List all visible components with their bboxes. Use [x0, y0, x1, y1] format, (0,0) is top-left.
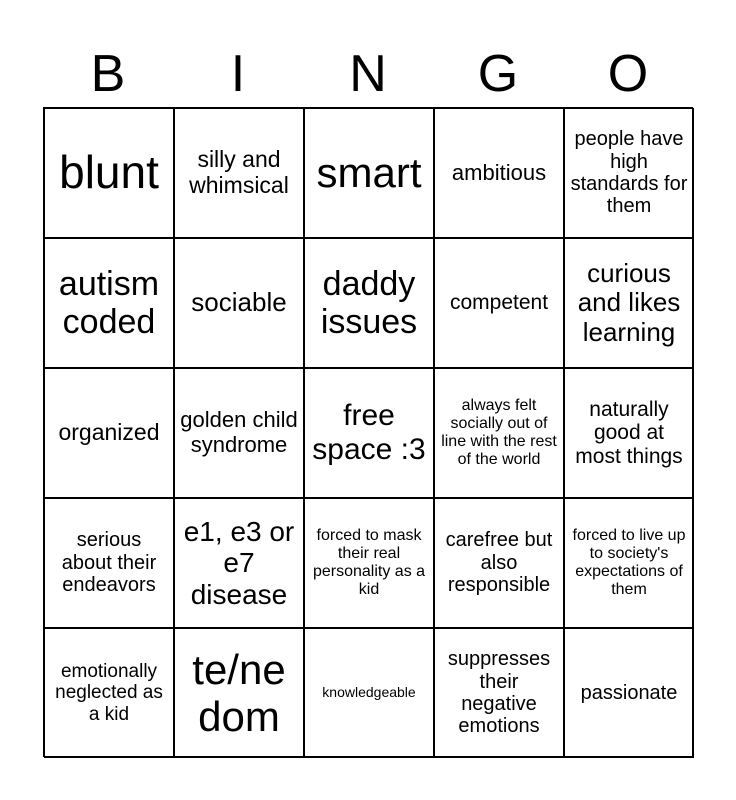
- bingo-cell-text: emotionally neglected as a kid: [55, 661, 163, 725]
- header-letter-o: O: [607, 45, 649, 103]
- bingo-cell[interactable]: [434, 108, 564, 238]
- bingo-cell-text: free space :3: [312, 399, 426, 466]
- bingo-cell[interactable]: [304, 628, 434, 758]
- bingo-cell-text: knowledgeable: [322, 684, 416, 701]
- bingo-cell-text: forced to mask their real personality as a kid: [312, 527, 426, 598]
- bingo-board: [43, 107, 693, 757]
- bingo-cell[interactable]: [304, 498, 434, 628]
- bingo-cell-text: silly and whimsical: [189, 146, 289, 198]
- bingo-cell-text: autism coded: [58, 264, 160, 341]
- bingo-cell-text: te/ne dom: [192, 645, 286, 740]
- bingo-cell-text: curious and likes learning: [577, 258, 681, 347]
- bingo-cell[interactable]: [174, 108, 304, 238]
- bingo-cell[interactable]: [44, 108, 174, 238]
- header-letter-g: G: [477, 45, 519, 103]
- bingo-cell[interactable]: [564, 108, 694, 238]
- bingo-cell-text: carefree but also responsible: [445, 529, 553, 597]
- header-letter-i: I: [230, 45, 246, 103]
- bingo-cell[interactable]: [44, 238, 174, 368]
- bingo-cell-text: ambitious: [451, 159, 547, 185]
- bingo-cell[interactable]: [434, 628, 564, 758]
- bingo-cell[interactable]: [304, 108, 434, 238]
- bingo-cell[interactable]: [304, 238, 434, 368]
- bingo-cell[interactable]: [434, 238, 564, 368]
- bingo-cell-text: sociable: [191, 287, 287, 318]
- bingo-cell-text: people have high standards for them: [570, 128, 688, 218]
- bingo-cell-text: forced to live up to society's expectations of them: [572, 527, 686, 598]
- bingo-cell[interactable]: [564, 238, 694, 368]
- bingo-cell[interactable]: [174, 238, 304, 368]
- bingo-header: [43, 40, 693, 108]
- bingo-cell-text: daddy issues: [320, 264, 418, 341]
- bingo-cell[interactable]: [564, 498, 694, 628]
- header-letter-b: B: [90, 45, 126, 103]
- bingo-cell[interactable]: [564, 628, 694, 758]
- bingo-cell-text: smart: [316, 149, 422, 197]
- bingo-cell-text: naturally good at most things: [575, 397, 683, 468]
- bingo-cell[interactable]: [174, 628, 304, 758]
- bingo-cell[interactable]: [304, 368, 434, 498]
- bingo-cell-text: suppresses their negative emotions: [447, 648, 551, 738]
- bingo-cell[interactable]: [44, 368, 174, 498]
- bingo-cell[interactable]: [174, 498, 304, 628]
- bingo-cell[interactable]: [44, 628, 174, 758]
- bingo-cell[interactable]: [44, 498, 174, 628]
- header-letter-n: N: [349, 45, 387, 103]
- bingo-cell[interactable]: [564, 368, 694, 498]
- bingo-cell-text: always felt socially out of line with the rest of the world: [441, 397, 557, 468]
- bingo-cell-text: blunt: [59, 146, 159, 199]
- bingo-cell[interactable]: [174, 368, 304, 498]
- bingo-cell-text: passionate: [580, 681, 678, 704]
- bingo-cell[interactable]: [434, 368, 564, 498]
- bingo-cell-text: e1, e3 or e7 disease: [183, 515, 295, 610]
- bingo-cell-text: competent: [449, 291, 549, 315]
- bingo-cell-text: serious about their endeavors: [61, 529, 157, 597]
- bingo-cell-text: golden child syndrome: [180, 407, 298, 457]
- bingo-cell[interactable]: [434, 498, 564, 628]
- bingo-cell-text: organized: [58, 419, 160, 446]
